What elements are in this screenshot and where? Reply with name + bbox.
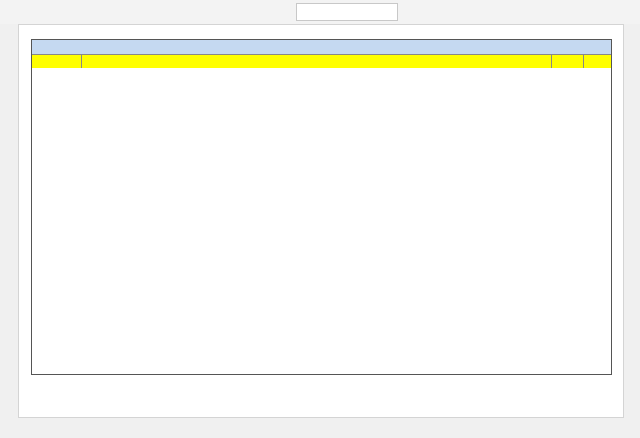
header-address bbox=[81, 55, 551, 68]
header-region bbox=[551, 55, 583, 68]
zoom-select[interactable] bbox=[296, 3, 398, 21]
header-group bbox=[32, 55, 81, 68]
zoom-in-button[interactable] bbox=[278, 3, 294, 19]
header-row-number bbox=[583, 55, 611, 68]
table-header-row bbox=[32, 54, 611, 68]
viewer-toolbar bbox=[0, 0, 640, 24]
region-group-table bbox=[31, 39, 612, 375]
document-page bbox=[18, 24, 624, 418]
zoom-out-button[interactable] bbox=[258, 3, 274, 19]
table-title bbox=[32, 40, 611, 54]
